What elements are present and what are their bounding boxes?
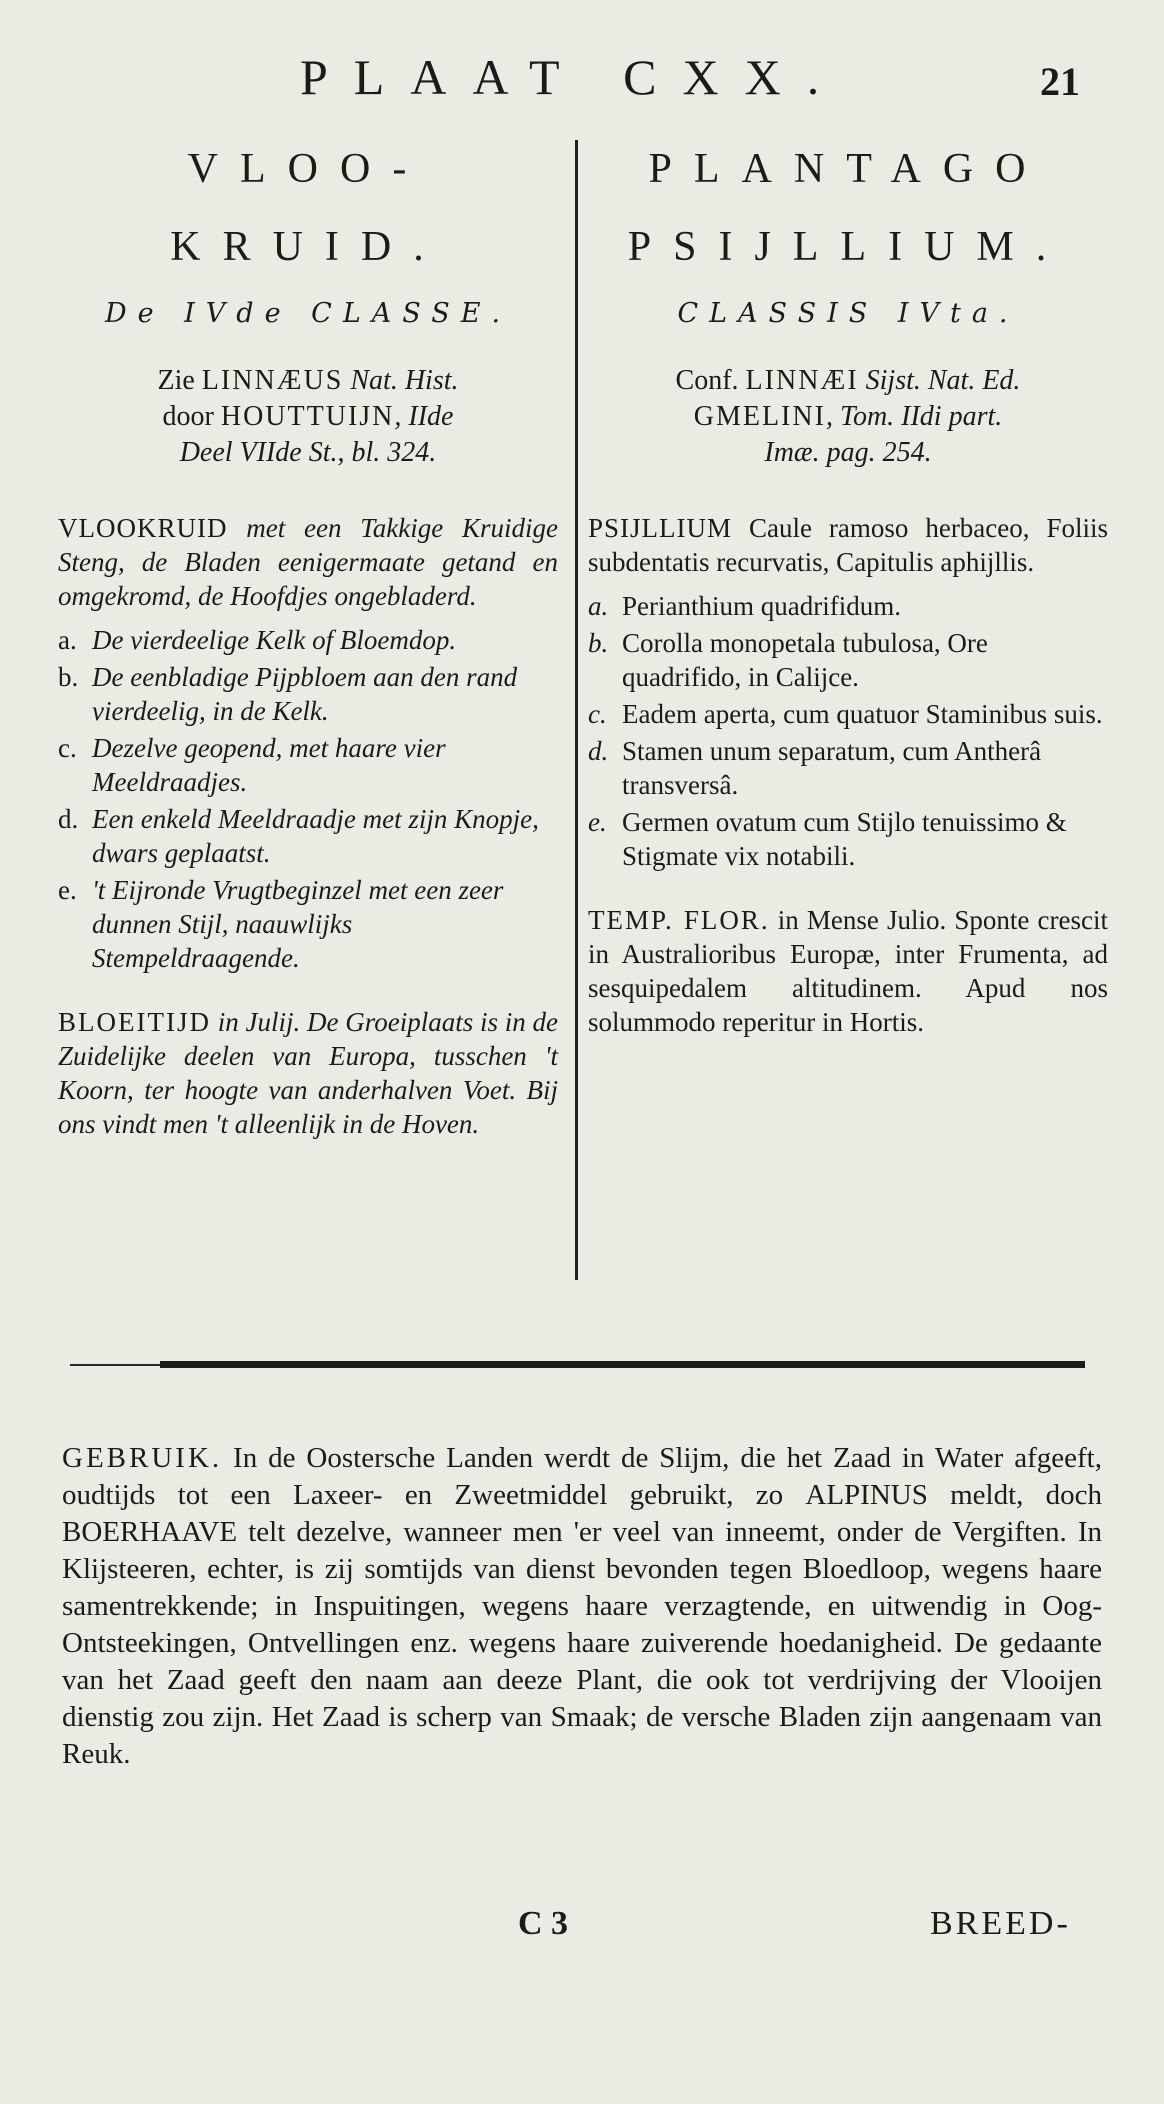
desc-lead: PSIJLLIUM: [588, 513, 733, 543]
ref-line3: Imæ. pag. 254.: [764, 437, 932, 468]
catchword: BREED-: [930, 1905, 1071, 1942]
part-text: 't Eijronde Vrugtbeginzel met een zeer dunnen Stijl, naauwlijks Stempeldraagende.: [92, 875, 504, 973]
ref-line3: Deel VIIde St., bl. 324.: [179, 437, 437, 468]
part-text: Eadem aperta, cum quatuor Staminibus suis.: [622, 699, 1103, 729]
latin-column: [588, 130, 1108, 1039]
list-item: [588, 589, 1108, 623]
part-text: Corolla monopetala tubulosa, Ore quadrifido, in Calijce.: [622, 628, 988, 692]
list-item: [588, 734, 1108, 802]
latin-reference: [588, 363, 1108, 471]
column-divider: [575, 140, 578, 1280]
usage-lead: GEBRUIK.: [62, 1442, 223, 1474]
usage-text-3: telt dezelve, wanneer men 'er veel van inneemt, onder de Vergiften. In Klijsteeren, echter, is zij somtijds van dienst bevonden tegen Bloedloop, wegens haare samentrekkende; in Inspuitingen, wegens haare verzagtende, en uitwendig in Oog-Ontsteekingen, Ontvellingen enz. wegens haare zuiverende hoedanigheid. De gedaante van het Zaad geeft den naam aan deeze Plant, die ook tot verdrijving der Vlooijen dienstig zou zijn. Het Zaad is scherp van Smaak; de versche Bladen zijn aangenaam van Reuk.: [62, 1516, 1102, 1770]
ref-prefix: Conf.: [675, 365, 746, 396]
usage-paragraph: [62, 1440, 1102, 1773]
desc-lead: VLOOKRUID: [58, 513, 228, 543]
usage-name-2: BOERHAAVE: [62, 1516, 238, 1548]
part-letter: e.: [58, 875, 77, 905]
desc-text: met een Takkige Kruidige Steng, de Bladen eenigermaate getand en omgekromd, de Hoofdjes ongebladerd.: [58, 513, 558, 611]
flowering-lead: BLOEITIJD: [58, 1007, 211, 1037]
page-number: 21: [1040, 59, 1080, 104]
ref-prefix: Zie: [157, 365, 202, 396]
dutch-column: [58, 130, 558, 1141]
part-letter: d.: [58, 804, 79, 834]
latin-parts-list: [588, 589, 1108, 873]
desc-text: Caule ramoso herbaceo, Foliis subdentatis recurvatis, Capitulis aphijllis.: [588, 513, 1108, 577]
ref-author: LINNÆUS: [201, 365, 344, 396]
part-letter: c.: [58, 733, 77, 763]
signature-mark: C 3: [518, 1905, 569, 1942]
rule-thick: [160, 1361, 1085, 1368]
dutch-name-line2: KRUID.: [170, 224, 446, 270]
list-item: [58, 802, 558, 870]
part-letter: e.: [588, 807, 607, 837]
part-text: De vierdeelige Kelk of Bloemdop.: [92, 625, 457, 655]
part-letter: a.: [58, 625, 77, 655]
dutch-description: [58, 511, 558, 613]
list-item: [588, 805, 1108, 873]
part-text: De eenbladige Pijpbloem aan den rand vierdeelig, in de Kelk.: [92, 662, 518, 726]
flowering-text: in Julij. De Groeiplaats is in de Zuidelijke deelen van Europa, tusschen 't Koorn, ter hoogte van anderhalven Voet. Bij ons vindt men 't alleenlijk in de Hoven.: [58, 1007, 558, 1139]
part-text: Stamen unum separatum, cum Antherâ transversâ.: [622, 736, 1042, 800]
usage-text-1: In de Oostersche Landen werdt de Slijm, die het Zaad in Water afgeeft, oudtijds tot een Laxeer- en Zweetmiddel gebruikt, zo: [62, 1442, 1102, 1511]
list-item: [58, 660, 558, 728]
list-item: [58, 623, 558, 657]
usage-text-2: meldt, doch: [927, 1479, 1102, 1511]
latin-flowering: [588, 903, 1108, 1039]
dutch-class: De IVde CLASSE.: [104, 298, 512, 329]
part-text: Perianthium quadrifidum.: [622, 591, 901, 621]
dutch-reference: [58, 363, 558, 471]
part-text: Dezelve geopend, met haare vier Meeldraadjes.: [92, 733, 446, 797]
latin-class: CLASSIS IVta.: [677, 298, 1019, 329]
latin-name-line1: PLANTAGO: [648, 146, 1048, 192]
part-letter: a.: [588, 591, 609, 621]
part-letter: b.: [58, 662, 79, 692]
ref-translator: HOUTTUIJN: [220, 401, 395, 432]
ref-line2-post: , Tom. IIdi part.: [825, 401, 1003, 432]
plate-title: PLAAT CXX.: [300, 49, 846, 105]
part-letter: c.: [588, 699, 607, 729]
ref-line2-pre: door: [162, 401, 221, 432]
ref-title: Sijst. Nat. Ed.: [858, 365, 1021, 396]
flowering-text: in Mense Julio. Sponte crescit in Australioribus Europæ, inter Frumenta, ad sesquipedalem altitudinem. Apud nos solummodo reperitur in Hortis.: [588, 905, 1108, 1037]
list-item: [58, 873, 558, 975]
latin-name-line2: PSIJLLIUM.: [627, 224, 1069, 270]
ref-editor: GMELINI: [693, 401, 826, 432]
part-text: Germen ovatum cum Stijlo tenuissimo & Stigmate vix notabili.: [622, 807, 1067, 871]
usage-name-1: ALPINUS: [805, 1479, 928, 1511]
dutch-flowering: [58, 1005, 558, 1141]
dutch-parts-list: [58, 623, 558, 975]
ref-title: Nat. Hist.: [343, 365, 459, 396]
list-item: [588, 697, 1108, 731]
latin-description: [588, 511, 1108, 579]
list-item: [588, 626, 1108, 694]
rule-thin: [70, 1364, 160, 1366]
list-item: [58, 731, 558, 799]
part-letter: b.: [588, 628, 609, 658]
ref-line2-post: , IIde: [394, 401, 454, 432]
part-letter: d.: [588, 736, 609, 766]
part-text: Een enkeld Meeldraadje met zijn Knopje, dwars geplaatst.: [92, 804, 539, 868]
dutch-name-line1: VLOO-: [187, 146, 429, 192]
flowering-lead: TEMP. FLOR.: [588, 905, 770, 935]
ref-author: LINNÆI: [745, 365, 859, 396]
